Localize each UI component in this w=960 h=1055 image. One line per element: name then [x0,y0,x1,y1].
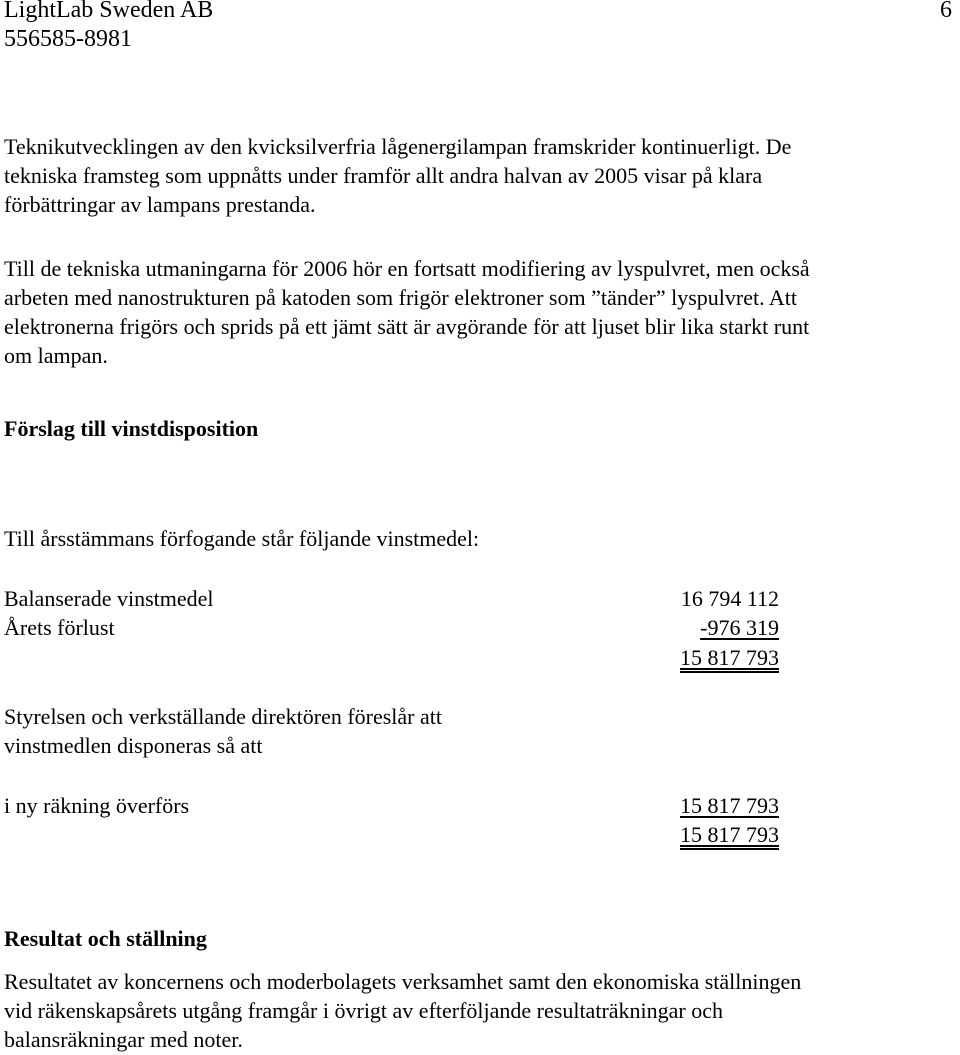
text-line: vinstmedlen disponeras så att [4,733,263,758]
text-line: vid räkenskapsårets utgång framgår i övrigt av efterföljande resultaträkningar och [4,998,723,1023]
text-line: Styrelsen och verkställande direktören föreslår att [4,704,443,729]
board-proposal-text [4,702,956,760]
text-line: balansräkningar med noter. [4,1027,243,1052]
text-line: arbeten med nanostrukturen på katoden som frigör elektroner som ”tänder” lyspulvret. Att [4,285,797,310]
row-label-retained-earnings: Balanserade vinstmedel [4,586,214,611]
row-label-annual-loss: Årets förlust [4,615,115,640]
available-funds-text: Till årsstämmans förfogande står följande vinstmedel: [4,526,480,551]
text-line: tekniska framsteg som uppnåtts under framför allt andra halvan av 2005 visar på klara [4,163,763,188]
row-value-sum: 15 817 793 [680,645,779,670]
proposal-heading: Förslag till vinstdisposition [4,416,259,441]
page-number: 6 [940,0,952,23]
text-line: elektronerna frigörs och sprids på ett jämt sätt är avgörande för att ljuset blir lika starkt runt [4,314,810,339]
results-paragraph [4,967,956,1054]
intro-paragraph-2 [4,254,956,370]
carry-forward-total: 15 817 793 [680,822,779,847]
carry-forward-value: 15 817 793 [680,793,779,818]
row-value-annual-loss: -976 319 [700,615,779,640]
text-line: Teknikutvecklingen av den kvicksilverfria lågenergilampan framskrider kontinuerligt. De [4,134,792,159]
text-line: förbättringar av lampans prestanda. [4,192,316,217]
text-line: Resultatet av koncernens och moderbolagets verksamhet samt den ekonomiska ställningen [4,969,802,994]
text-line: om lampan. [4,343,108,368]
intro-paragraph-1 [4,132,956,219]
text-line: Till de tekniska utmaningarna för 2006 hör en fortsatt modifiering av lyspulvret, men också [4,256,810,281]
company-name: LightLab Sweden AB [4,0,214,23]
results-heading: Resultat och ställning [4,926,207,951]
org-number: 556585-8981 [4,26,132,52]
row-value-retained-earnings: 16 794 112 [680,586,779,611]
carry-forward-label: i ny räkning överförs [4,793,190,818]
